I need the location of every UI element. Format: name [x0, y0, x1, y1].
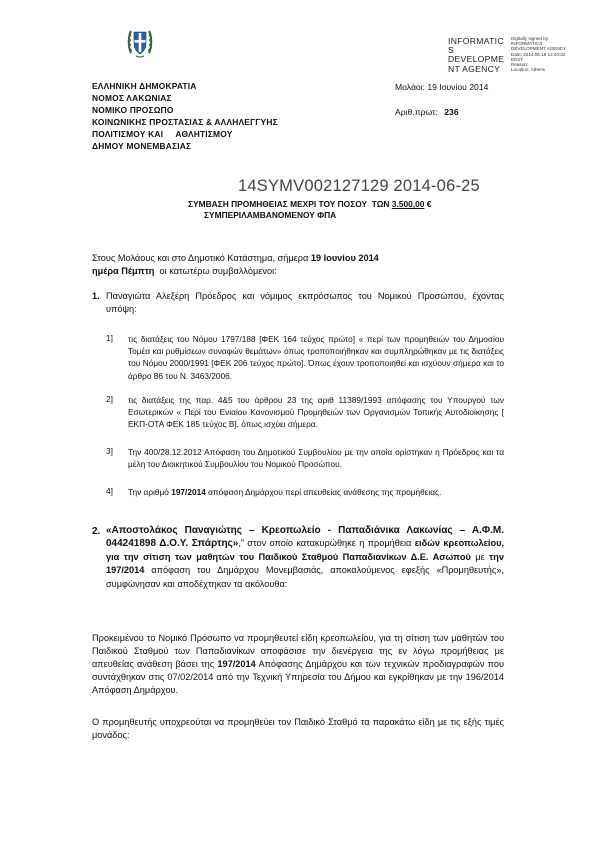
contract-amount: 3.500,00 [391, 199, 425, 209]
party2-number: 2. [92, 526, 101, 537]
ada-code: 14SYMV002127129 2014-06-25 [238, 177, 480, 195]
intro-paragraph: Στους Μολάους και στο Δημοτικό Κατάστημα, σήμερα 19 Ιουνίου 2014 ημέρα Πέμπτη οι κατωτέρω συμβαλλόμενοι: [92, 253, 379, 276]
contract-title: ΣΥΜΒΑΣΗ ΠΡΟΜΗΘΕΙΑΣ ΜΕΧΡΙ ΤΟΥ ΠΟΣΟΥ ΤΩΝ 3.500,00 € [188, 199, 432, 209]
issuer-header: ΕΛΛΗΝΙΚΗ ΔΗΜΟΚΡΑΤΙΑ ΝΟΜΟΣ ΛΑΚΩΝΙΑΣ ΝΟΜΙΚΟ ΠΡΟΣΩΠΟ ΚΟΙΝΩΝΙΚΗΣ ΠΡΟΣΤΑΣΙΑΣ & ΑΛΛΗΛΕΓΓΥΗΣ ΠΟΛΙΤΙΣΜΟΥ ΚΑΙ ΑΘΛΗΤΙΣΜΟΥ ΔΗΜΟΥ ΜΟΝΕΜΒΑΣΙΑΣ [92, 81, 278, 151]
party1-item: τις διατάξεις της παρ. 4&5 του άρθρου 23 της αριθ 11389/1993 απόφασης του Υπουργού των Εσωτερικών « Περί του Ενιαίου Κανονισμού Προμηθειών των Οργανισμών Τοπικής Αυτοδιοίκησης [ ΕΚΠ-ΟΤΑ ΦΕΚ 185 τεύχος Β], όπως ισχύει σήμερα. [128, 395, 504, 430]
signature-details: Digitally signed by INFORMATICS DEVELOPMENT AGENCY Date: 2014.06.19 12:40:32 EEST Reason: Location: Athens [511, 36, 567, 73]
signature-organization: INFORMATIC S DEVELOPME NT AGENCY [448, 36, 505, 74]
party1-item: Την 400/28.12.2012 Απόφαση του Δημοτικού Συμβουλίου με την οποία ορίστηκαν η Πρόεδρος και τα μέλη του Διοικητικού Συμβουλίου του Νομικού Προσώπου. [128, 447, 504, 470]
party1-number: 1. [92, 291, 100, 301]
party1-item: Την αριθμό 197/2014 απόφαση Δημάρχου περί απευθείας ανάθεσης της προμήθειας. [128, 487, 442, 497]
protocol-number [395, 107, 459, 117]
party1-item-number: 2] [106, 394, 113, 404]
party1-item-number: 3] [106, 446, 113, 456]
greek-emblem-icon [127, 27, 153, 59]
party1-item-number: 4] [106, 486, 113, 496]
procurement-paragraph: Προκειμένου το Νομικό Πρόσωπο να προμηθευτεί είδη κρεοπωλείου, για τη σίτιση των μαθητών του Παιδικού Σταθμού των Παπαδιανίκων αποφάσισε την διενέργεια της εν λόγω προμήθειας με απευθείας ανάθεση βάσει της 197/2014 Απόφασης Δημάρχου και των τεχνικών προδιαγραφών που συντάχθηκαν στις 07/02/2014 από την Τεχνική Υπηρεσία του Δήμου και εγκρίθηκαν με την 196/2014 Απόφαση Δημάρχου. [92, 633, 504, 695]
protocol-value: 236 [444, 107, 459, 117]
party2-text: «Αποστολάκος Παναγιώτης – Κρεοπωλείο - Παπαδιάνικα Λακωνίας – Α.Φ.Μ. 044241898 Δ.Ο.Υ. Σπάρτης»,” στον οποίο κατακυρώθηκε η προμήθεια ειδών κρεοπωλείου, για την σίτιση των μαθητών του Παιδικού Σταθμού Παπαδιανίκων Δ.Ε. Ασωπού με την 197/2014 απόφαση του Δημάρχου Μονεμβασιάς, αποκαλούμενος εφεξής «Προμηθευτής», συμφώνησαν και αποδέχτηκαν τα ακόλουθα: [106, 525, 504, 589]
place-date: Μολάοι: 19 Ιουνίου 2014 [395, 82, 489, 92]
contract-title-line2: ΣΥΜΠΕΡΙΛΑΜΒΑΝΟΜΕΝΟΥ ΦΠΑ [204, 210, 337, 220]
party1-text: Παναγιώτα Αλεξέρη Πρόεδρος και νόμιμος εκπρόσωπος του Νομικού Προσώπου, έχοντας υπόψη: [106, 291, 504, 314]
supplier-obligation-paragraph: Ο προμηθευτής υποχρεούται να προμηθεύει τον Παιδικό Σταθμό τα παρακάτω είδη με τις εξής τιμές μονάδος: [92, 717, 504, 740]
party1-item: τις διατάξεις του Νόμου 1797/188 [ΦΕΚ 164 τεύχος πρώτο] « περί των προμηθειών του Δημοσίου Τομέα και ρυθμίσεων συναφών θεμάτων» όπως τροποποιήθηκαν και συμπληρώθηκαν με τις διατάξεις του Νόμου 2000/1991 [ΦΕΚ 206 τεύχος πρώτο]. Όπως έχουν τροποποιηθεί και ισχύουν σήμερα και το άρθρο 86 του Ν. 3463/2006. [128, 334, 504, 381]
protocol-label: Αριθ.πρωτ: [395, 107, 438, 117]
supplier-name: «Αποστολάκος Παναγιώτης – Κρεοπωλείο - Παπαδιάνικα Λακωνίας – Α.Φ.Μ. 044241898 Δ.Ο.Υ. Σπάρτης» [106, 525, 504, 550]
party1-item-number: 1] [106, 333, 113, 343]
